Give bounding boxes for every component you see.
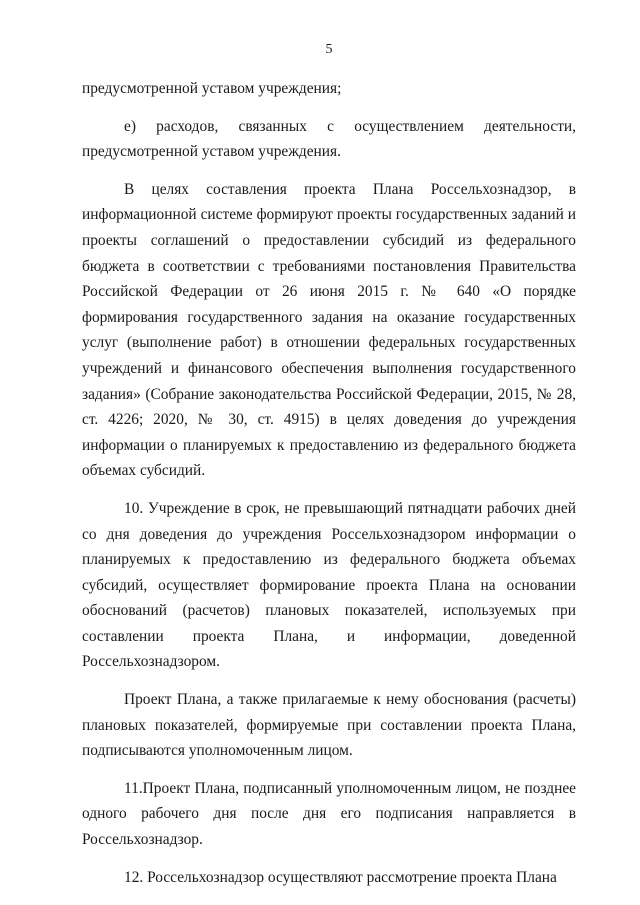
paragraph-item-e: е) расходов, связанных с осуществлением деятельности, предусмотренной уставом учреждения. (82, 117, 576, 161)
paragraph-continuation: предусмотренной уставом учреждения; (82, 80, 342, 97)
paragraph-item-12: 12. Россельхознадзор осуществляют рассмотрение проекта Плана (124, 868, 557, 886)
document-body (82, 76, 576, 902)
page-number: 5 (325, 42, 333, 57)
paragraph-signing: Проект Плана, а также прилагаемые к нему обоснования (расчеты) плановых показателей, формируемые при составлении проекта Плана, подписываются уполномоченным лицом. (82, 691, 576, 760)
paragraph-item-10: 10. Учреждение в срок, не превышающий пятнадцати рабочих дней со дня доведения до учреждения Россельхознадзором информации о планируемых к предоставлению из федерального бюджета объемах субсидий, осуществляет формирование проекта Плана на основании обоснований (расчетов) плановых показателей, используемых при составлении проекта Плана, и информации, доведенной Россельхознадзором. (82, 499, 576, 671)
paragraph-item-11: 11.Проект Плана, подписанный уполномоченным лицом, не позднее одного рабочего дня после дня его подписания направляется в Россельхознадзор. (82, 779, 576, 849)
paragraph-project-preparation: В целях составления проекта Плана Россельхознадзор, в информационной системе формируют проекты государственных заданий и проекты соглашений о предоставлении субсидий из федерального бюджета в соответствии с требованиями постановления Правительства Российской Федерации от 26 июня 2015 г. № 640 «О порядке формирования государственного задания на оказание государственных услуг (выполнение работ) в отношении федеральных государственных учреждений и финансового обеспечения выполнения государственного задания» (Собрание законодательства Российской Федерации, 2015, № 28, ст. 4226; 2020, № 30, ст. 4915) в целях доведения до учреждения информации о планируемых к предоставлению из федерального бюджета объемах субсидий. (82, 180, 576, 480)
